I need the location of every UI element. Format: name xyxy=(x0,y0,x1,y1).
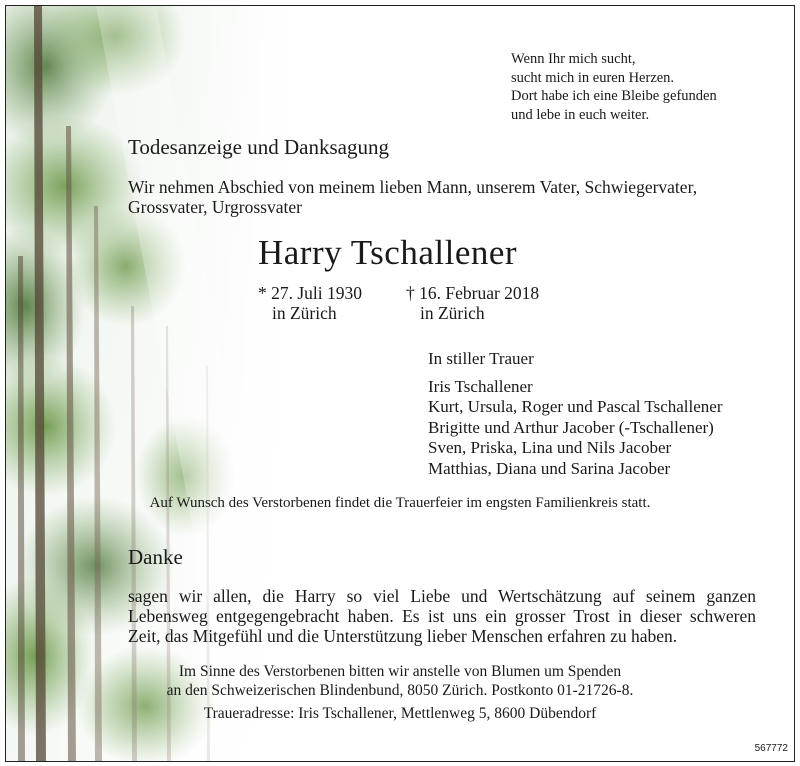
thanks-line: Zeit, das Mitgefühl und die Unterstützung lieber Menschen erfahren zu haben. xyxy=(128,626,678,646)
mourner-line: Kurt, Ursula, Roger und Pascal Tschallener xyxy=(428,397,723,416)
deceased-name: Harry Tschallener xyxy=(258,233,518,272)
poem-line: und lebe in euch weiter. xyxy=(511,106,650,123)
donation-note xyxy=(6,662,794,700)
mourning-address: Traueradresse: Iris Tschallener, Mettlenweg 5, 8600 Dübendorf xyxy=(203,705,597,722)
thanks-text xyxy=(128,586,756,646)
mourner-line: Brigitte und Arthur Jacober (-Tschallener) xyxy=(428,417,714,437)
poem-line: Wenn Ihr mich sucht, xyxy=(511,51,636,67)
obituary-heading: Todesanzeige und Danksagung xyxy=(128,135,389,159)
mourner-line: Sven, Priska, Lina und Nils Jacober xyxy=(428,438,672,457)
poem-line: Dort habe ich eine Bleibe gefunden xyxy=(511,88,717,104)
intro-text xyxy=(128,177,778,217)
forest-image xyxy=(6,6,296,761)
intro-line: Grossvater, Urgrossvater xyxy=(128,197,302,217)
mourner-line: Matthias, Diana und Sarina Jacober xyxy=(428,458,671,478)
donation-line: Im Sinne des Verstorbenen bitten wir anstelle von Blumen um Spenden xyxy=(178,663,622,680)
poem-line: sucht mich in euren Herzen. xyxy=(511,69,675,86)
thanks-line: sagen wir allen, die Harry so viel Liebe und Wertschätzung auf seinem ganzen xyxy=(128,586,756,606)
mourner-line: Iris Tschallener xyxy=(428,376,533,396)
death-date: † 16. Februar 2018 xyxy=(406,283,540,303)
birth-date: * 27. Juli 1930 xyxy=(258,283,363,303)
ad-code: 567772 xyxy=(754,743,788,754)
thanks-line: Lebensweg entgegengebracht haben. Es ist uns ein grosser Trost in dieser schweren xyxy=(128,606,756,626)
mourning-title: In stiller Trauer xyxy=(428,349,534,368)
birth-place: in Zürich xyxy=(272,303,337,323)
donation-line: an den Schweizerischen Blindenbund, 8050 Zürich. Postkonto 01-21726-8. xyxy=(166,682,634,699)
funeral-note: Auf Wunsch des Verstorbenen findet die Trauerfeier im engsten Familienkreis statt. xyxy=(149,495,651,511)
poem xyxy=(511,50,717,124)
thanks-heading: Danke xyxy=(128,545,183,569)
obituary-frame xyxy=(5,5,795,762)
mourners-block xyxy=(428,349,723,479)
intro-line: Wir nehmen Abschied von meinem lieben Mann, unserem Vater, Schwiegervater, xyxy=(128,177,698,197)
death-info xyxy=(406,283,539,323)
birth-info xyxy=(258,283,362,323)
death-place: in Zürich xyxy=(420,303,485,323)
